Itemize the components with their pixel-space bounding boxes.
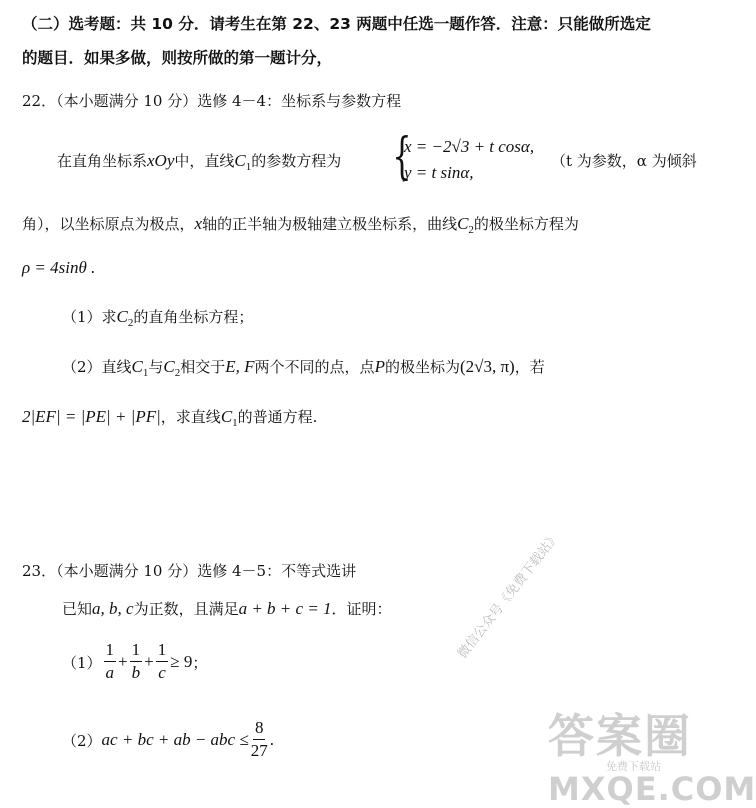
watermark-site: MXQE.COM	[548, 770, 756, 808]
sub-label: （2）	[62, 731, 102, 750]
text: ，求直线	[160, 408, 221, 426]
subscript: 1	[232, 417, 238, 429]
math-c2	[457, 214, 474, 236]
q22-sub1	[62, 306, 253, 329]
c-letter: C	[163, 357, 175, 376]
math-ef: E, F	[225, 357, 255, 376]
distance-equation: 2|EF| = |PE| + |PF|	[22, 407, 161, 426]
text: 的极坐标方程为	[473, 215, 579, 233]
numerator: 1	[156, 640, 169, 662]
watermark-small: 免费下载站	[606, 760, 661, 773]
numerator: 1	[130, 640, 143, 662]
text: 角），以坐标原点为极点，	[22, 215, 195, 233]
text: 与	[148, 358, 164, 376]
polar-coordinate: (2√3, π)	[459, 357, 515, 376]
inequality: ≥ 9	[170, 652, 193, 671]
param-eq-1: x = −2√3 + t cosα,	[404, 137, 535, 156]
plus-sign: +	[144, 652, 154, 671]
polar-equation: ρ = 4sinθ .	[22, 258, 96, 277]
math-abc: a, b, c	[92, 599, 134, 618]
fraction-1-over-a	[104, 640, 117, 684]
fraction-1-over-b	[130, 640, 143, 684]
math-x: x	[194, 214, 203, 233]
sub-label: （1）	[62, 653, 102, 672]
q23-header: 23．（本小题满分 10 分）选修 4－5：不等式选讲	[22, 562, 357, 580]
math-c1	[131, 357, 149, 379]
section-heading-line1: （二）选考题：共 10 分．请考生在第 22、23 两题中任选一题作答．注意：只能做所选定	[22, 15, 651, 33]
text: 的普通方程.	[237, 408, 318, 426]
q22-paragraph-2	[22, 213, 579, 236]
q23-sub2	[62, 718, 274, 762]
q22-paragraph-1a	[57, 150, 341, 173]
denominator: c	[158, 663, 166, 682]
subscript: 1	[142, 367, 149, 379]
c-letter: C	[457, 214, 469, 233]
section-heading-line2: 的题目．如果多做，则按所做的第一题计分，	[22, 49, 333, 67]
text: 中，直线	[174, 152, 235, 170]
numerator: 8	[253, 718, 266, 740]
text: 轴的正半轴为极轴建立极坐标系，曲线	[202, 215, 458, 233]
c-letter: C	[220, 407, 233, 426]
equation-brace: {	[392, 127, 412, 185]
param-eq-2: y = t sinα,	[404, 163, 474, 182]
math-c1	[220, 407, 238, 429]
math-p: P	[374, 357, 385, 376]
fraction-8-over-27	[251, 718, 268, 762]
text: ，若	[514, 358, 545, 376]
numerator: 1	[104, 640, 117, 662]
denominator: a	[105, 663, 115, 682]
fraction-1-over-c	[156, 640, 169, 684]
denominator: b	[131, 663, 141, 682]
text: ．证明：	[331, 600, 392, 618]
q22-sub2	[62, 356, 545, 379]
subscript: 2	[127, 317, 134, 329]
c-letter: C	[116, 307, 128, 326]
text: （1）求	[62, 308, 117, 326]
watermark-logo: 答案圈	[548, 709, 692, 763]
q22-header: 22．（本小题满分 10 分）选修 4－4：坐标系与参数方程	[22, 92, 402, 110]
q23-paragraph	[62, 598, 392, 619]
math-c2	[163, 357, 181, 379]
text: 相交于	[180, 358, 226, 376]
q22-sub2-condition	[22, 406, 317, 429]
math-c2	[116, 307, 134, 329]
text: 两个不同的点，点	[254, 358, 375, 376]
text: 为正数，且满足	[133, 600, 239, 618]
watermark-diagonal: 微信公众号《免费下载站》	[455, 529, 564, 662]
text: ；	[192, 653, 208, 672]
subscript: 1	[245, 161, 252, 173]
q23-sub1	[62, 640, 207, 684]
denominator: 27	[250, 741, 268, 760]
text: 在直角坐标系	[57, 152, 148, 170]
math-c1	[234, 151, 252, 173]
c-letter: C	[131, 357, 143, 376]
text: 已知	[62, 600, 93, 618]
text: 的极坐标为	[384, 358, 460, 376]
sum-equation: a + b + c = 1	[238, 599, 332, 618]
subscript: 2	[468, 224, 474, 236]
c-letter: C	[234, 151, 246, 170]
subscript: 2	[174, 367, 181, 379]
text: （2）直线	[62, 358, 132, 376]
text: 的直角坐标方程；	[133, 308, 254, 326]
q22-paragraph-1b: （t 为参数，α 为倾斜	[551, 152, 697, 170]
inequality-lhs: ac + bc + ab − abc ≤	[101, 730, 249, 749]
math-xoy: xOy	[147, 151, 175, 170]
plus-sign: +	[118, 652, 128, 671]
text: .	[269, 730, 274, 749]
text: 的参数方程为	[251, 152, 342, 170]
